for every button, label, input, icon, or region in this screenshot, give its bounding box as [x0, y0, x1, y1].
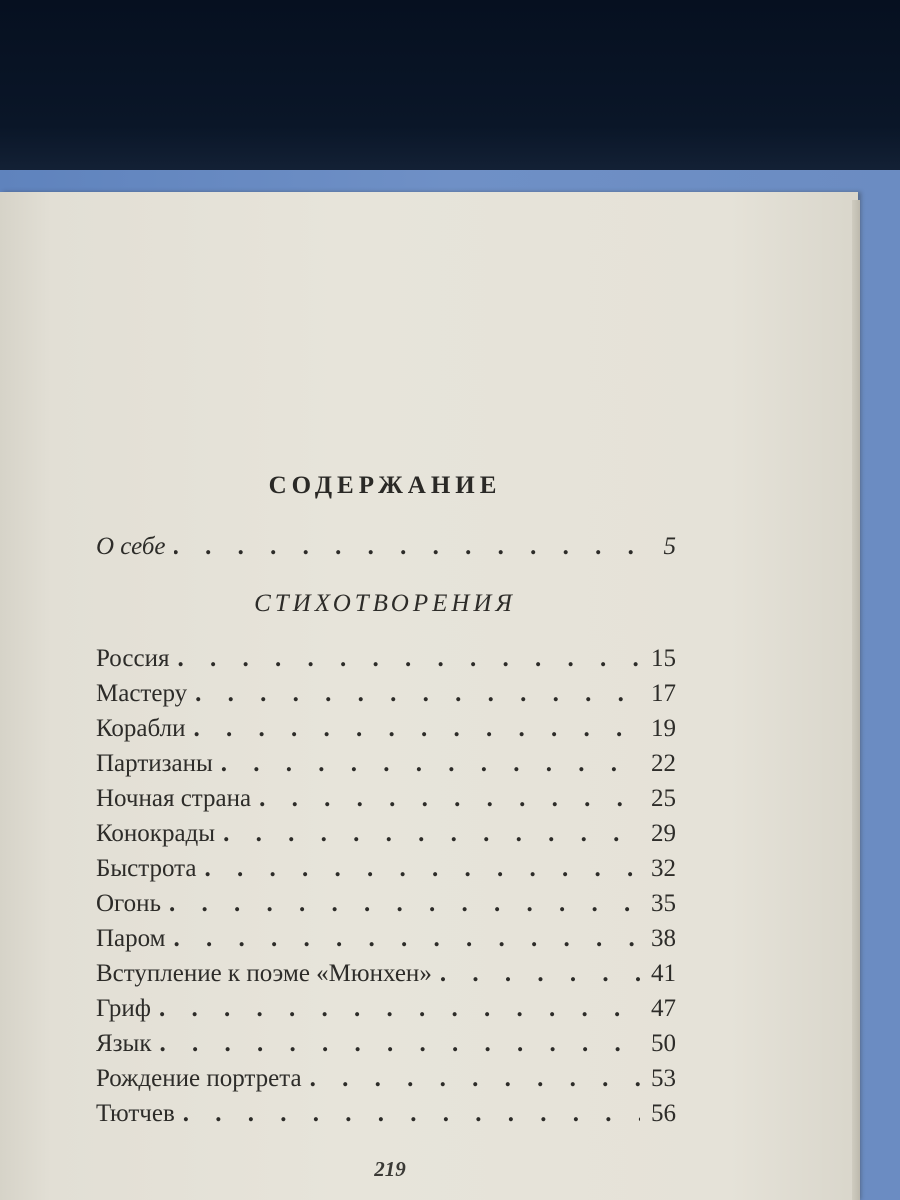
toc-entry-title: Паром: [96, 925, 166, 952]
toc-entry-title: Конокрады: [96, 820, 216, 847]
leader-dots: [310, 1065, 640, 1093]
toc-entry: [96, 820, 676, 854]
dark-background: [0, 0, 900, 180]
toc-entry-page: 35: [651, 890, 676, 917]
section-title: СТИХОТВОРЕНИЯ: [254, 590, 516, 617]
toc-entry: [96, 1065, 676, 1099]
toc-entry-page: 17: [651, 680, 676, 707]
toc-entry-page: 15: [651, 645, 676, 672]
toc-entry: [96, 890, 676, 924]
toc-entry-title: Язык: [96, 1030, 152, 1057]
contents-heading: СОДЕРЖАНИЕ: [268, 472, 502, 499]
toc-entry-page: 29: [651, 820, 676, 847]
toc-entry-intro: [96, 533, 676, 567]
toc-entry-title: Ночная страна: [96, 785, 252, 812]
leader-dots: [193, 715, 640, 743]
toc-entry-title: Гриф: [96, 995, 151, 1022]
toc-entry-title: Россия: [96, 645, 170, 672]
leader-dots: [174, 925, 641, 953]
toc-entry: [96, 1100, 676, 1134]
toc-entry-title: Тютчев: [96, 1100, 175, 1127]
toc-entry-title: Огонь: [96, 890, 161, 917]
toc-entry-page: 32: [651, 855, 676, 882]
toc-entry-title: Быстрота: [96, 855, 197, 882]
leader-dots: [183, 1100, 640, 1128]
toc-entry-page: 19: [651, 715, 676, 742]
toc-entry: [96, 855, 676, 889]
leader-dots: [223, 820, 640, 848]
toc-entry-title: Мастеру: [96, 680, 188, 707]
toc-entry: [96, 995, 676, 1029]
toc-entry: [96, 680, 676, 714]
toc-entry: [96, 925, 676, 959]
toc-entry-page: 38: [651, 925, 676, 952]
page-edge: [852, 200, 860, 1200]
toc-entry-page: 41: [651, 960, 676, 987]
leader-dots: [204, 855, 640, 883]
leader-dots: [440, 960, 640, 988]
toc-entry-title: О себе: [96, 533, 166, 560]
toc-entry-title: Вступление к поэме «Мюнхен»: [96, 960, 432, 987]
toc-entry-page: 53: [651, 1065, 676, 1092]
toc-entry-page: 56: [651, 1100, 676, 1127]
leader-dots: [177, 645, 640, 673]
leader-dots: [259, 785, 640, 813]
leader-dots: [221, 750, 640, 778]
toc-entry: [96, 715, 676, 749]
toc-entry-page: 5: [663, 533, 676, 560]
leader-dots: [169, 890, 640, 918]
toc-entry-page: 22: [651, 750, 676, 777]
leader-dots: [159, 995, 640, 1023]
toc-entry-page: 50: [651, 1030, 676, 1057]
page-number: 219: [374, 1157, 406, 1181]
toc-entry: [96, 645, 676, 679]
leader-dots: [174, 533, 640, 561]
leader-dots: [195, 680, 640, 708]
toc-entry-title: Рождение портрета: [96, 1065, 302, 1092]
toc-entry: [96, 960, 676, 994]
toc-entry: [96, 750, 676, 784]
toc-entry-title: Партизаны: [96, 750, 213, 777]
toc-entry: [96, 1030, 676, 1064]
toc-entry-page: 25: [651, 785, 676, 812]
toc-entry-page: 47: [651, 995, 676, 1022]
leader-dots: [160, 1030, 641, 1058]
toc-entry: [96, 785, 676, 819]
toc-entry-title: Корабли: [96, 715, 186, 742]
